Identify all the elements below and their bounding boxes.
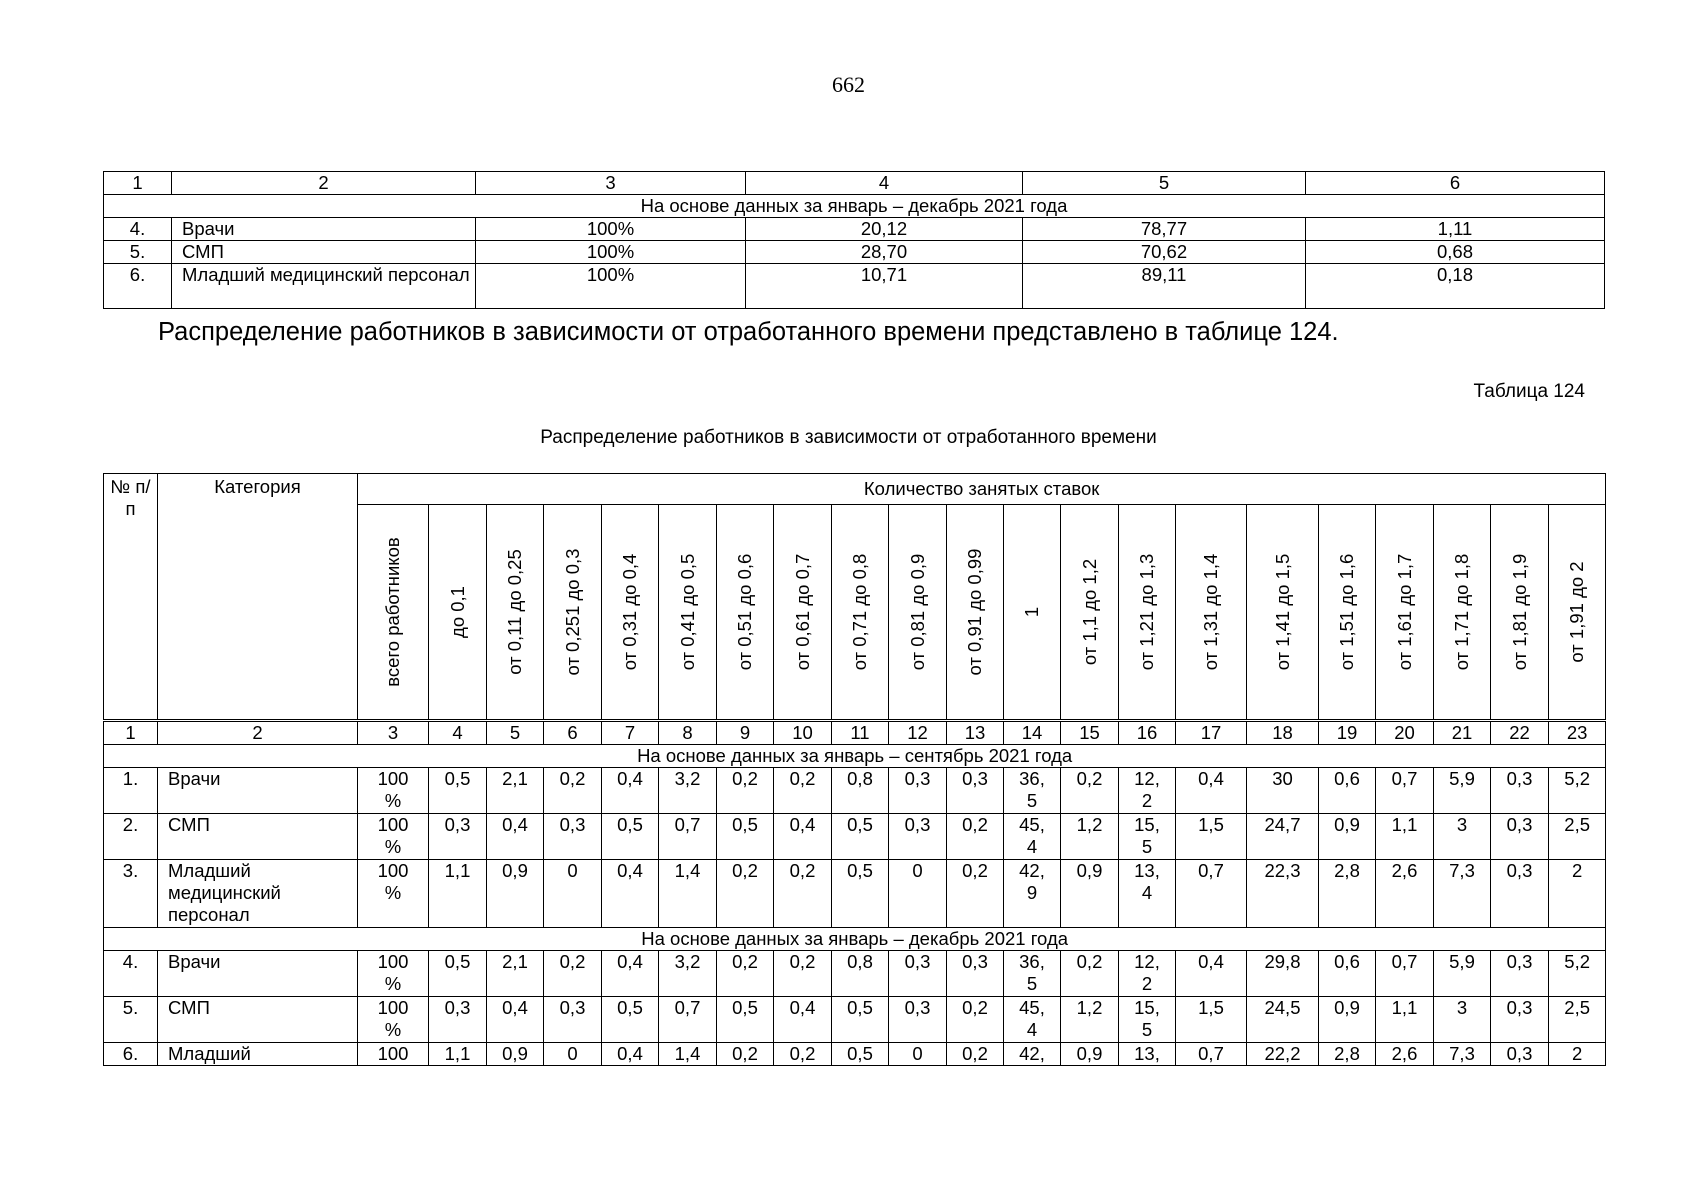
table-label: Таблица 124 [1473,381,1585,402]
vertical-header-cell [358,505,429,721]
table-cell: 0,3 [1491,951,1549,997]
distribution-table [103,473,1606,1066]
table-cell: 5,2 [1549,951,1606,997]
group-header: Количество занятых ставок [358,474,1606,505]
vertical-header-label: от 1,31 до 1,4 [1200,553,1221,671]
table-cell: 12, 2 [1119,951,1176,997]
vertical-header-cell [1176,505,1247,721]
table-title: Распределение работников в зависимости от отработанного времени [540,427,1157,448]
row-category: СМП [158,814,358,860]
table-cell: 29,8 [1247,951,1319,997]
table-cell: 15, 5 [1119,814,1176,860]
table-cell: 0,6 [1319,951,1376,997]
table-cell: 0,68 [1306,241,1605,264]
table-cell: 0,5 [832,1043,889,1066]
column-numbers-row [104,721,1606,745]
table-cell: 1,2 [1061,997,1119,1043]
vertical-header-label: от 0,41 до 0,5 [676,553,698,671]
table-cell: 0,3 [429,814,487,860]
column-number-cell: 20 [1376,721,1434,745]
table-row [104,997,1606,1043]
col-category-header: Категория [158,474,358,721]
vertical-header-cell [1549,505,1606,721]
column-number-cell: 18 [1247,721,1319,745]
vertical-header-label: от 1,71 до 1,8 [1451,553,1472,671]
table-cell: 0,5 [832,997,889,1043]
table-cell: 10,71 [746,264,1023,309]
table-cell: 30 [1247,768,1319,814]
table-cell: 0,2 [544,768,602,814]
vertical-header-label: от 1,61 до 1,7 [1393,553,1415,671]
table-cell: 0,3 [889,768,947,814]
table-cell: 0,4 [602,860,659,928]
table-cell: 0 [889,860,947,928]
table-cell: 0,2 [947,860,1004,928]
column-number-cell: 16 [1119,721,1176,745]
table-cell: 0,2 [774,860,832,928]
table-cell: 100 [358,1043,429,1066]
vertical-header-cell [1376,505,1434,721]
column-number-cell: 2 [158,721,358,745]
table-cell: 89,11 [1023,264,1306,309]
vertical-header-cell [947,505,1004,721]
row-category: Младший медицинский персонал [158,860,358,928]
header-cell: 1 [104,172,172,195]
table-cell: 2 [1549,860,1606,928]
vertical-header-label: от 1,41 до 1,5 [1271,553,1293,671]
table-cell: 0,3 [947,768,1004,814]
table-cell: 3,2 [659,951,717,997]
table-cell: 0,5 [602,997,659,1043]
table-cell: 0,3 [889,814,947,860]
column-number-cell: 3 [358,721,429,745]
table-cell: 100 % [358,951,429,997]
column-number-cell: 12 [889,721,947,745]
table-cell: 0,4 [1176,951,1247,997]
table-row [104,218,1605,241]
table-cell: 0,3 [1491,860,1549,928]
table-cell: 100% [476,218,746,241]
table-cell: 0,2 [544,951,602,997]
vertical-header-cell [774,505,832,721]
table-cell: 100% [476,241,746,264]
table-cell: 0,5 [717,814,774,860]
column-number-cell: 1 [104,721,158,745]
table-row [104,860,1606,928]
table-cell: 78,77 [1023,218,1306,241]
row-number: 4. [104,951,158,997]
table-row [104,814,1606,860]
table-cell: 0 [889,1043,947,1066]
table-cell: 3,2 [659,768,717,814]
vertical-header-label: от 1,21 до 1,3 [1136,553,1157,671]
table-cell: 100 % [358,997,429,1043]
body-paragraph: Распределение работников в зависимости от отработанного времени представлено в таблице 124. [158,318,1339,346]
column-number-cell: 10 [774,721,832,745]
column-number-cell: 8 [659,721,717,745]
table-cell: 70,62 [1023,241,1306,264]
table-cell: 0,7 [1176,860,1247,928]
column-number-cell: 11 [832,721,889,745]
table-cell: 0,2 [947,1043,1004,1066]
table-cell: 0,18 [1306,264,1605,309]
table-cell: 100% [476,264,746,309]
table-cell: 0,2 [947,997,1004,1043]
vertical-header-cell [487,505,544,721]
row-number: 1. [104,768,158,814]
table-cell: 0,9 [1319,814,1376,860]
table-cell: 12, 2 [1119,768,1176,814]
vertical-header-cell [602,505,659,721]
table-cell: 0,8 [832,951,889,997]
table-cell: 0,2 [774,768,832,814]
section-row [104,928,1606,951]
table-cell: 22,3 [1247,860,1319,928]
vertical-header-label: от 1,91 до 2 [1566,561,1588,663]
column-number-cell: 6 [544,721,602,745]
column-number-cell: 7 [602,721,659,745]
page-number: 662 [832,72,865,97]
table-cell: 0,2 [774,1043,832,1066]
table-cell: 1,2 [1061,814,1119,860]
table-cell: 1,11 [1306,218,1605,241]
vertical-header-label: от 0,51 до 0,6 [734,553,755,671]
table-cell: 0,5 [602,814,659,860]
table-cell: 0 [544,860,602,928]
header-cell: 2 [172,172,476,195]
table-cell: 2,8 [1319,1043,1376,1066]
row-category: Младший медицинский персонал [172,264,476,309]
table-cell: 5,2 [1549,768,1606,814]
table-cell: 0,8 [832,768,889,814]
table-cell: 2,1 [487,768,544,814]
table-cell: 2,6 [1376,1043,1434,1066]
table-cell: 0,3 [544,814,602,860]
table-cell: 45, 4 [1004,997,1061,1043]
table-cell: 42, 9 [1004,860,1061,928]
table-cell: 0 [544,1043,602,1066]
table-cell: 2,6 [1376,860,1434,928]
table-cell: 24,7 [1247,814,1319,860]
table-cell: 2,8 [1319,860,1376,928]
table-cell: 0,7 [1176,1043,1247,1066]
table-cell: 100 % [358,814,429,860]
table-cell: 0,4 [1176,768,1247,814]
vertical-header-label: от 0,251 до 0,3 [561,548,583,676]
vertical-header-cell [717,505,774,721]
header-cell: 5 [1023,172,1306,195]
table-cell: 15, 5 [1119,997,1176,1043]
column-number-cell: 15 [1061,721,1119,745]
row-category: Врачи [158,768,358,814]
vertical-header-cell [1061,505,1119,721]
table-cell: 0,4 [487,814,544,860]
table-cell: 0,2 [1061,768,1119,814]
table-cell: 0,5 [717,997,774,1043]
table-cell: 0,2 [717,860,774,928]
table-cell: 0,5 [429,768,487,814]
row-number: 6. [104,264,172,309]
column-number-cell: 4 [429,721,487,745]
vertical-header-cell [1247,505,1319,721]
table-row [104,951,1606,997]
table-cell: 2,5 [1549,997,1606,1043]
row-number: 4. [104,218,172,241]
table-cell: 0,2 [947,814,1004,860]
column-number-cell: 23 [1549,721,1606,745]
table-cell: 0,3 [1491,997,1549,1043]
vertical-header-label: от 0,61 до 0,7 [791,553,813,671]
vertical-header-cell [1434,505,1491,721]
row-number: 2. [104,814,158,860]
table-cell: 0,4 [602,768,659,814]
table-cell: 1,1 [1376,997,1434,1043]
table-cell: 3 [1434,814,1491,860]
row-number: 6. [104,1043,158,1066]
table-cell: 7,3 [1434,860,1491,928]
vertical-header-label: от 0,11 до 0,25 [504,549,525,675]
table-row [104,1043,1606,1066]
table-cell: 28,70 [746,241,1023,264]
table-cell: 0,9 [1319,997,1376,1043]
row-category: Врачи [172,218,476,241]
table-cell: 0,9 [1061,860,1119,928]
column-number-cell: 14 [1004,721,1061,745]
row-category: Врачи [158,951,358,997]
table-cell: 100 % [358,768,429,814]
table-cell: 13, 4 [1119,860,1176,928]
column-number-cell: 21 [1434,721,1491,745]
table-cell: 5,9 [1434,768,1491,814]
table-cell: 0,4 [774,997,832,1043]
vertical-header-label: от 0,81 до 0,9 [906,553,928,671]
table-cell: 5,9 [1434,951,1491,997]
vertical-header-cell [1004,505,1061,721]
table-cell: 0,2 [717,1043,774,1066]
table-cell: 1,1 [1376,814,1434,860]
table-cell: 0,3 [429,997,487,1043]
table-cell: 0,5 [832,860,889,928]
table-cell: 42, [1004,1043,1061,1066]
table-cell: 0,7 [659,814,717,860]
table-cell: 1,4 [659,1043,717,1066]
column-number-cell: 5 [487,721,544,745]
table-cell: 2,1 [487,951,544,997]
table-cell: 0,3 [1491,768,1549,814]
vertical-header-cell [429,505,487,721]
column-number-cell: 9 [717,721,774,745]
table-cell: 0,7 [659,997,717,1043]
table-cell: 0,7 [1376,768,1434,814]
row-number: 5. [104,997,158,1043]
section-label: На основе данных за январь – декабрь 2021 года [104,928,1606,951]
table-cell: 0,2 [717,951,774,997]
table-cell: 0,2 [717,768,774,814]
vertical-header-label: от 1,51 до 1,6 [1336,553,1357,671]
vertical-header-cell [832,505,889,721]
table-cell: 0,4 [487,997,544,1043]
table-cell: 0,6 [1319,768,1376,814]
group-header-row [104,474,1606,505]
table-cell: 0,5 [429,951,487,997]
table-cell: 45, 4 [1004,814,1061,860]
section-row [104,195,1605,218]
table-cell: 1,1 [429,1043,487,1066]
section-label: На основе данных за январь – сентябрь 2021 года [104,745,1606,768]
header-cell: 6 [1306,172,1605,195]
column-number-cell: 17 [1176,721,1247,745]
section-label: На основе данных за январь – декабрь 2021 года [104,195,1605,218]
table-cell: 0,3 [1491,814,1549,860]
table-cell: 3 [1434,997,1491,1043]
vertical-header-label: от 0,71 до 0,8 [849,553,870,671]
header-row [104,172,1605,195]
table-cell: 0,3 [544,997,602,1043]
table-cell: 1,5 [1176,814,1247,860]
table-row [104,264,1605,309]
row-category: Младший [158,1043,358,1066]
table-cell: 0,4 [602,951,659,997]
column-number-cell: 19 [1319,721,1376,745]
col-number-header: № п/п [104,474,158,721]
vertical-header-cell [1491,505,1549,721]
table-cell: 0,9 [487,860,544,928]
vertical-header-label: от 0,91 до 0,99 [964,548,985,676]
row-number: 5. [104,241,172,264]
vertical-header-cell [659,505,717,721]
table-cell: 24,5 [1247,997,1319,1043]
vertical-header-cell [1319,505,1376,721]
table-cell: 2 [1549,1043,1606,1066]
table-cell: 7,3 [1434,1043,1491,1066]
table-row [104,768,1606,814]
table-cell: 0,3 [889,997,947,1043]
table-cell: 0,2 [1061,951,1119,997]
table-cell: 1,1 [429,860,487,928]
vertical-header-label: до 0,1 [446,586,468,638]
table-cell: 36, 5 [1004,768,1061,814]
vertical-header-label: всего работников [382,537,403,687]
row-category: СМП [158,997,358,1043]
table-cell: 0,3 [947,951,1004,997]
table-cell: 0,9 [1061,1043,1119,1066]
vertical-header-label: от 0,31 до 0,4 [619,553,640,671]
table-cell: 0,4 [602,1043,659,1066]
row-category: СМП [172,241,476,264]
table-cell: 0,2 [774,951,832,997]
header-cell: 4 [746,172,1023,195]
section-row [104,745,1606,768]
table-cell: 0,4 [774,814,832,860]
header-cell: 3 [476,172,746,195]
row-number: 3. [104,860,158,928]
column-number-cell: 13 [947,721,1004,745]
previous-table-continuation [103,171,1605,309]
table-cell: 1,5 [1176,997,1247,1043]
table-cell: 36, 5 [1004,951,1061,997]
table-cell: 0,5 [832,814,889,860]
vertical-header-label: от 1,81 до 1,9 [1508,553,1530,671]
vertical-header-cell [1119,505,1176,721]
vertical-header-label: от 1,1 до 1,2 [1078,558,1100,666]
table-cell: 1,4 [659,860,717,928]
table-cell: 0,7 [1376,951,1434,997]
table-cell: 0,3 [1491,1043,1549,1066]
table-cell: 0,9 [487,1043,544,1066]
vertical-header-cell [544,505,602,721]
table-cell: 0,3 [889,951,947,997]
table-row [104,241,1605,264]
column-number-cell: 22 [1491,721,1549,745]
table-cell: 20,12 [746,218,1023,241]
table-cell: 22,2 [1247,1043,1319,1066]
table-cell: 2,5 [1549,814,1606,860]
table-cell: 100 % [358,860,429,928]
vertical-header-cell [889,505,947,721]
vertical-header-label: 1 [1021,606,1042,618]
table-cell: 13, [1119,1043,1176,1066]
